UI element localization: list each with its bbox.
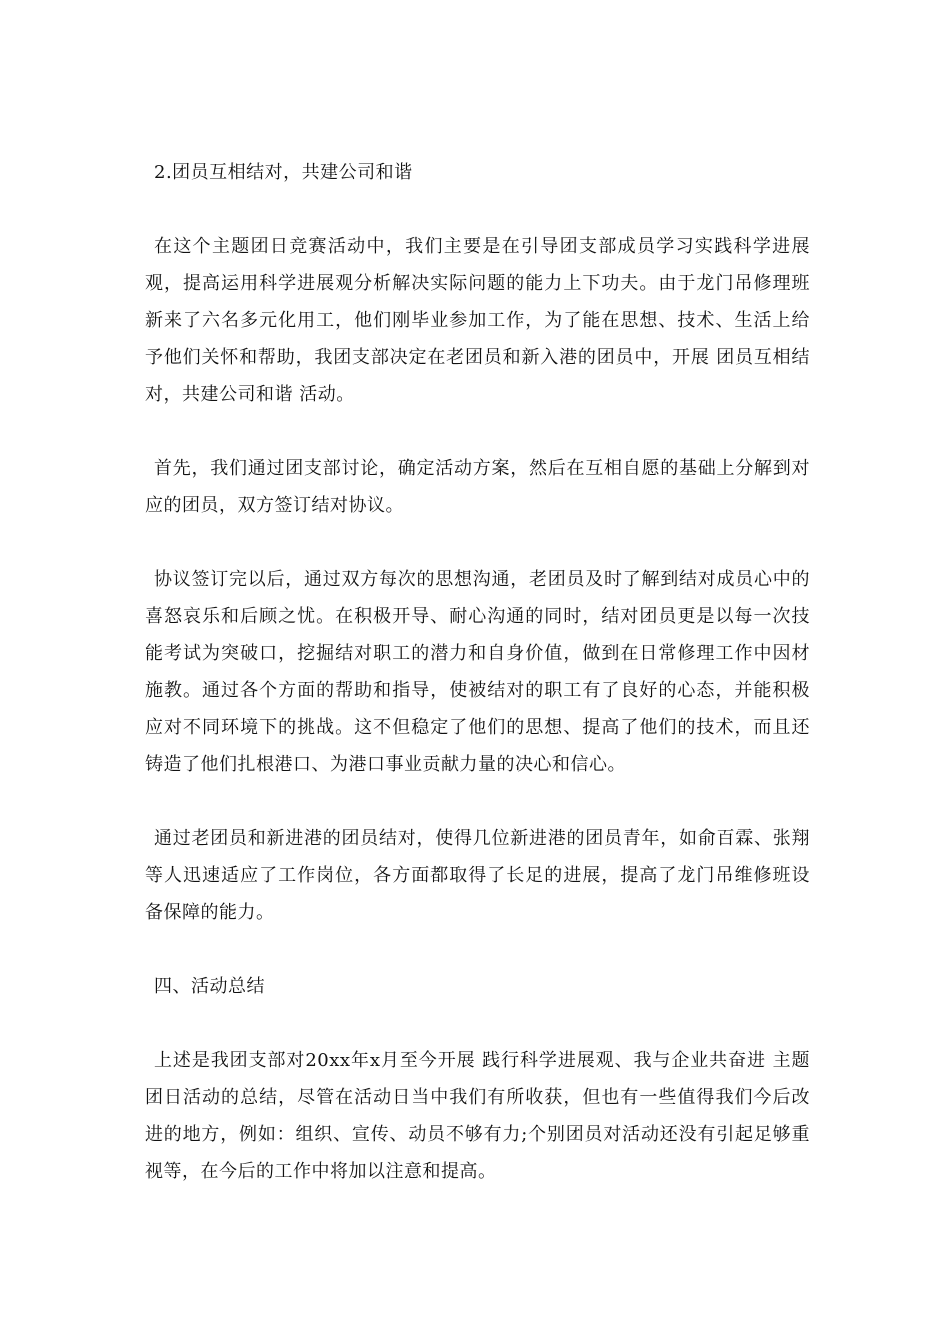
paragraph-first-step: 首先，我们通过团支部讨论，确定活动方案，然后在互相自愿的基础上分解到对应的团员，双方签订结对协议。 — [145, 458, 810, 516]
section-heading-pairing: 2.团员互相结对，共建公司和谐 — [154, 162, 413, 183]
paragraph-activity-intro: 在这个主题团日竞赛活动中，我们主要是在引导团支部成员学习实践科学进展观，提高运用科学进展观分析解决实际问题的能力上下功夫。由于龙门吊修理班新来了六名多元化用工，他们刚毕业参加工作，为了能在思想、技术、生活上给予他们关怀和帮助，我团支部决定在老团员和新入港的团员中，开展 团员互相结对，共建公司和谐 活动。 — [145, 236, 810, 405]
section-heading-summary: 四、活动总结 — [154, 976, 265, 997]
paragraph-results: 通过老团员和新进港的团员结对，使得几位新进港的团员青年，如俞百霖、张翔等人迅速适应了工作岗位，各方面都取得了长足的进展，提高了龙门吊维修班设备保障的能力。 — [145, 828, 810, 923]
paragraph-summary: 上述是我团支部对20xx年x月至今开展 践行科学进展观、我与企业共奋进 主题团日活动的总结，尽管在活动日当中我们有所收获，但也有一些值得我们今后改进的地方，例如：组织、宣传、动员不够有力;个别团员对活动还没有引起足够重视等，在今后的工作中将加以注意和提高。 — [145, 1050, 810, 1182]
document-body — [145, 154, 810, 1227]
paragraph-agreement: 协议签订完以后，通过双方每次的思想沟通，老团员及时了解到结对成员心中的喜怒哀乐和后顾之忧。在积极开导、耐心沟通的同时，结对团员更是以每一次技能考试为突破口，挖掘结对职工的潜力和自身价值，做到在日常修理工作中因材施教。通过各个方面的帮助和指导，使被结对的职工有了良好的心态，并能积极应对不同环境下的挑战。这不但稳定了他们的思想、提高了他们的技术，而且还铸造了他们扎根港口、为港口事业贡献力量的决心和信心。 — [145, 569, 810, 775]
